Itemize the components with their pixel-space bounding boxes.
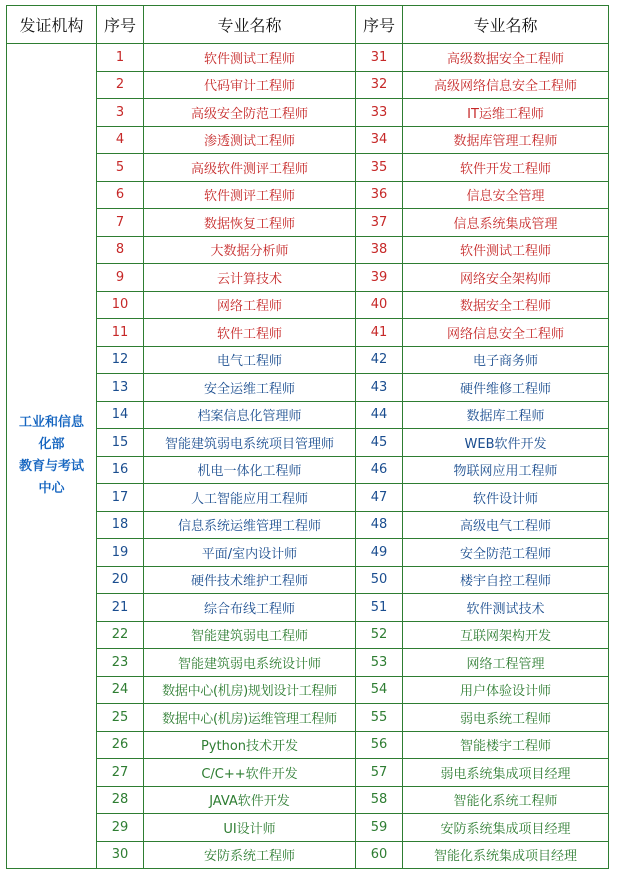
row-number-right: 37 bbox=[356, 209, 403, 237]
row-number-right: 50 bbox=[356, 566, 403, 594]
major-name-right: 互联网架构开发 bbox=[403, 621, 609, 649]
table-row bbox=[7, 649, 609, 677]
row-number-left: 16 bbox=[97, 456, 144, 484]
table-row bbox=[7, 181, 609, 209]
row-number-right: 35 bbox=[356, 154, 403, 182]
row-number-left: 15 bbox=[97, 429, 144, 457]
table-row bbox=[7, 456, 609, 484]
major-name-right: 信息系统集成管理 bbox=[403, 209, 609, 237]
certification-table bbox=[6, 5, 609, 869]
major-name-left: 信息系统运维管理工程师 bbox=[144, 511, 356, 539]
major-name-left: 数据恢复工程师 bbox=[144, 209, 356, 237]
major-name-right: 网络工程管理 bbox=[403, 649, 609, 677]
table-row bbox=[7, 209, 609, 237]
row-number-right: 45 bbox=[356, 429, 403, 457]
major-name-right: 网络信息安全工程师 bbox=[403, 319, 609, 347]
row-number-left: 1 bbox=[97, 44, 144, 72]
row-number-right: 54 bbox=[356, 676, 403, 704]
table-row bbox=[7, 71, 609, 99]
row-number-right: 31 bbox=[356, 44, 403, 72]
row-number-right: 34 bbox=[356, 126, 403, 154]
major-name-right: 安防系统集成项目经理 bbox=[403, 814, 609, 842]
issuer-text-line1: 工业和信息 bbox=[18, 415, 84, 430]
table-row bbox=[7, 319, 609, 347]
row-number-left: 12 bbox=[97, 346, 144, 374]
major-name-right: 高级数据安全工程师 bbox=[403, 44, 609, 72]
major-name-right: 弱电系统工程师 bbox=[403, 704, 609, 732]
row-number-left: 7 bbox=[97, 209, 144, 237]
row-number-right: 48 bbox=[356, 511, 403, 539]
major-name-right: 网络安全架构师 bbox=[403, 264, 609, 292]
row-number-left: 3 bbox=[97, 99, 144, 127]
header-number-left: 序号 bbox=[97, 6, 144, 44]
row-number-left: 9 bbox=[97, 264, 144, 292]
major-name-left: 渗透测试工程师 bbox=[144, 126, 356, 154]
major-name-right: IT运维工程师 bbox=[403, 99, 609, 127]
major-name-right: 电子商务师 bbox=[403, 346, 609, 374]
table-row bbox=[7, 759, 609, 787]
row-number-right: 36 bbox=[356, 181, 403, 209]
row-number-right: 47 bbox=[356, 484, 403, 512]
row-number-right: 32 bbox=[356, 71, 403, 99]
table-row bbox=[7, 814, 609, 842]
row-number-right: 40 bbox=[356, 291, 403, 319]
row-number-right: 56 bbox=[356, 731, 403, 759]
major-name-left: 智能建筑弱电系统设计师 bbox=[144, 649, 356, 677]
row-number-right: 41 bbox=[356, 319, 403, 347]
major-name-left: 大数据分析师 bbox=[144, 236, 356, 264]
major-name-left: 电气工程师 bbox=[144, 346, 356, 374]
major-name-right: 安全防范工程师 bbox=[403, 539, 609, 567]
row-number-right: 55 bbox=[356, 704, 403, 732]
major-name-left: Python技术开发 bbox=[144, 731, 356, 759]
major-name-left: 平面/室内设计师 bbox=[144, 539, 356, 567]
major-name-left: 高级软件测评工程师 bbox=[144, 154, 356, 182]
major-name-left: 智能建筑弱电工程师 bbox=[144, 621, 356, 649]
major-name-right: 智能化系统集成项目经理 bbox=[403, 841, 609, 869]
major-name-right: 用户体验设计师 bbox=[403, 676, 609, 704]
issuer-text-line2: 化部 bbox=[38, 437, 65, 452]
header-number-right: 序号 bbox=[356, 6, 403, 44]
issuer-text-line4: 中心 bbox=[38, 481, 65, 496]
row-number-left: 4 bbox=[97, 126, 144, 154]
row-number-left: 11 bbox=[97, 319, 144, 347]
table-row bbox=[7, 99, 609, 127]
major-name-left: 软件测试工程师 bbox=[144, 44, 356, 72]
major-name-left: 软件测评工程师 bbox=[144, 181, 356, 209]
major-name-left: C/C++软件开发 bbox=[144, 759, 356, 787]
major-name-left: JAVA软件开发 bbox=[144, 786, 356, 814]
header-issuer: 发证机构 bbox=[7, 6, 97, 44]
major-name-left: 安全运维工程师 bbox=[144, 374, 356, 402]
major-name-right: WEB软件开发 bbox=[403, 429, 609, 457]
major-name-left: 人工智能应用工程师 bbox=[144, 484, 356, 512]
major-name-right: 高级电气工程师 bbox=[403, 511, 609, 539]
row-number-left: 25 bbox=[97, 704, 144, 732]
major-name-left: 云计算技术 bbox=[144, 264, 356, 292]
table-row bbox=[7, 429, 609, 457]
row-number-right: 43 bbox=[356, 374, 403, 402]
major-name-left: 软件工程师 bbox=[144, 319, 356, 347]
row-number-right: 46 bbox=[356, 456, 403, 484]
header-name-left: 专业名称 bbox=[144, 6, 356, 44]
row-number-left: 14 bbox=[97, 401, 144, 429]
row-number-left: 30 bbox=[97, 841, 144, 869]
row-number-right: 59 bbox=[356, 814, 403, 842]
table-row bbox=[7, 346, 609, 374]
row-number-left: 24 bbox=[97, 676, 144, 704]
row-number-right: 39 bbox=[356, 264, 403, 292]
major-name-right: 弱电系统集成项目经理 bbox=[403, 759, 609, 787]
row-number-right: 42 bbox=[356, 346, 403, 374]
table-row bbox=[7, 594, 609, 622]
row-number-right: 52 bbox=[356, 621, 403, 649]
row-number-left: 6 bbox=[97, 181, 144, 209]
major-name-right: 数据安全工程师 bbox=[403, 291, 609, 319]
table-row bbox=[7, 841, 609, 869]
row-number-left: 8 bbox=[97, 236, 144, 264]
major-name-right: 软件测试工程师 bbox=[403, 236, 609, 264]
major-name-right: 高级网络信息安全工程师 bbox=[403, 71, 609, 99]
row-number-right: 58 bbox=[356, 786, 403, 814]
row-number-right: 60 bbox=[356, 841, 403, 869]
row-number-left: 29 bbox=[97, 814, 144, 842]
major-name-left: UI设计师 bbox=[144, 814, 356, 842]
row-number-left: 13 bbox=[97, 374, 144, 402]
major-name-right: 信息安全管理 bbox=[403, 181, 609, 209]
row-number-left: 18 bbox=[97, 511, 144, 539]
row-number-left: 27 bbox=[97, 759, 144, 787]
table-row bbox=[7, 511, 609, 539]
table-row bbox=[7, 264, 609, 292]
row-number-left: 17 bbox=[97, 484, 144, 512]
row-number-right: 44 bbox=[356, 401, 403, 429]
table-row bbox=[7, 566, 609, 594]
row-number-right: 51 bbox=[356, 594, 403, 622]
row-number-right: 38 bbox=[356, 236, 403, 264]
table-row bbox=[7, 621, 609, 649]
major-name-left: 安防系统工程师 bbox=[144, 841, 356, 869]
table-row bbox=[7, 154, 609, 182]
major-name-right: 软件测试技术 bbox=[403, 594, 609, 622]
row-number-left: 5 bbox=[97, 154, 144, 182]
major-name-left: 机电一体化工程师 bbox=[144, 456, 356, 484]
table-row bbox=[7, 731, 609, 759]
major-name-right: 楼宇自控工程师 bbox=[403, 566, 609, 594]
major-name-right: 智能化系统工程师 bbox=[403, 786, 609, 814]
issuer-text-line3: 教育与考试 bbox=[18, 459, 84, 474]
major-name-left: 高级安全防范工程师 bbox=[144, 99, 356, 127]
table-row bbox=[7, 484, 609, 512]
table-body bbox=[7, 44, 609, 869]
row-number-left: 10 bbox=[97, 291, 144, 319]
row-number-right: 33 bbox=[356, 99, 403, 127]
major-name-left: 综合布线工程师 bbox=[144, 594, 356, 622]
major-name-left: 数据中心(机房)运维管理工程师 bbox=[144, 704, 356, 732]
row-number-right: 57 bbox=[356, 759, 403, 787]
row-number-right: 53 bbox=[356, 649, 403, 677]
row-number-left: 20 bbox=[97, 566, 144, 594]
table-row bbox=[7, 126, 609, 154]
major-name-right: 数据库管理工程师 bbox=[403, 126, 609, 154]
table-row bbox=[7, 676, 609, 704]
row-number-left: 23 bbox=[97, 649, 144, 677]
table-row bbox=[7, 44, 609, 72]
table-row bbox=[7, 236, 609, 264]
header-name-right: 专业名称 bbox=[403, 6, 609, 44]
row-number-left: 21 bbox=[97, 594, 144, 622]
major-name-left: 数据中心(机房)规划设计工程师 bbox=[144, 676, 356, 704]
table-row bbox=[7, 786, 609, 814]
major-name-left: 智能建筑弱电系统项目管理师 bbox=[144, 429, 356, 457]
row-number-left: 28 bbox=[97, 786, 144, 814]
row-number-right: 49 bbox=[356, 539, 403, 567]
major-name-left: 网络工程师 bbox=[144, 291, 356, 319]
table-row bbox=[7, 291, 609, 319]
row-number-left: 19 bbox=[97, 539, 144, 567]
table-row bbox=[7, 401, 609, 429]
major-name-right: 数据库工程师 bbox=[403, 401, 609, 429]
major-name-left: 代码审计工程师 bbox=[144, 71, 356, 99]
major-name-right: 软件设计师 bbox=[403, 484, 609, 512]
major-name-right: 硬件维修工程师 bbox=[403, 374, 609, 402]
row-number-left: 2 bbox=[97, 71, 144, 99]
table-row bbox=[7, 539, 609, 567]
header-row bbox=[7, 6, 609, 44]
issuer-cell bbox=[7, 44, 97, 869]
major-name-left: 硬件技术维护工程师 bbox=[144, 566, 356, 594]
major-name-right: 软件开发工程师 bbox=[403, 154, 609, 182]
major-name-left: 档案信息化管理师 bbox=[144, 401, 356, 429]
major-name-right: 物联网应用工程师 bbox=[403, 456, 609, 484]
row-number-left: 26 bbox=[97, 731, 144, 759]
table-row bbox=[7, 374, 609, 402]
major-name-right: 智能楼宇工程师 bbox=[403, 731, 609, 759]
table-row bbox=[7, 704, 609, 732]
row-number-left: 22 bbox=[97, 621, 144, 649]
